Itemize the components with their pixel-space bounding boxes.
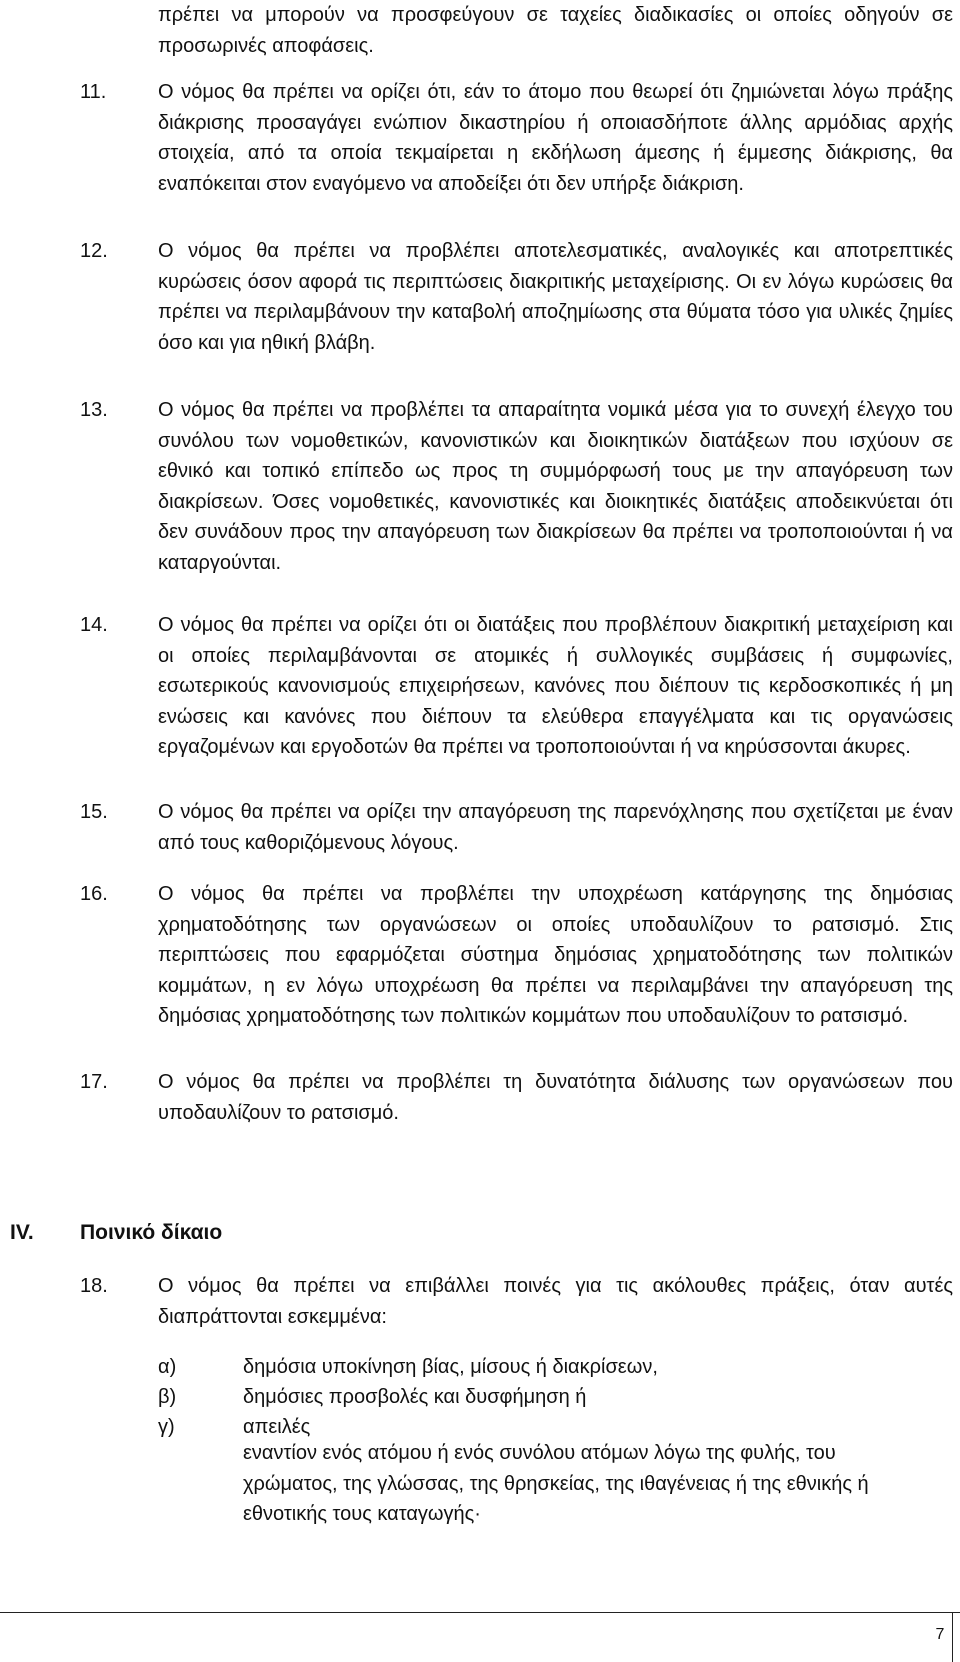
paragraph-number: 13. xyxy=(80,399,108,421)
paragraph-number: 11. xyxy=(80,81,107,103)
paragraph-number: 16. xyxy=(80,883,108,905)
list-item-label: α) xyxy=(158,1356,177,1378)
paragraph-text: Ο νόμος θα πρέπει να ορίζει ότι οι διατάξεις που προβλέπουν διακριτική μεταχείριση και οι οποίες περιλαμβάνονται σε ατομικές ή συλλογικές συμβάσεις ή συμφωνίες, εσωτερικούς κανονισμούς επιχειρήσεων, κανόνες που διέπουν τις κερδοσκοπικές ή μη ενώσεις και κανόνες που διέπουν τα ελεύθερα επαγγέλματα και τις οργανώσεις εργαζομένων και εργοδοτών θα πρέπει να τροποποιούνται ή να κηρύσσονται άκυρες. xyxy=(158,614,953,759)
paragraph-text: πρέπει να μπορούν να προσφεύγουν σε ταχείες διαδικασίες οι οποίες οδηγούν σε προσωρινές αποφάσεις. xyxy=(158,4,953,57)
list-item-label: γ) xyxy=(158,1416,175,1438)
list-item-label: β) xyxy=(158,1386,177,1408)
list-item-text: απειλές xyxy=(243,1416,311,1438)
list-item xyxy=(158,1352,898,1382)
section-title: Ποινικό δίκαιο xyxy=(80,1221,223,1244)
paragraph-text: Ο νόμος θα πρέπει να προβλέπει τα απαραίτητα νομικά μέσα για το συνεχή έλεγχο του συνόλου των νομοθετικών, κανονιστικών και διοικητικών διατάξεων που ισχύουν σε εθνικό και τοπικό επίπεδο ως προς τη συμμόρφωσή τους με την απαγόρευση των διακρίσεων. Όσες νομοθετικές, κανονιστικές και διοικητικές διατάξεις αποδεικνύεται ότι δεν συνάδουν προς την απαγόρευση των διακρίσεων θα πρέπει να τροποποιούνται ή να καταργούνται. xyxy=(158,399,953,574)
paragraph-number: 18. xyxy=(80,1275,108,1297)
list-item-text: δημόσιες προσβολές και δυσφήμηση ή xyxy=(243,1386,587,1408)
paragraph-number: 14. xyxy=(80,614,108,636)
paragraph-text: Ο νόμος θα πρέπει να προβλέπει αποτελεσματικές, αναλογικές και αποτρεπτικές κυρώσεις όσον αφορά τις περιπτώσεις διακριτικής μεταχείρισης. Οι εν λόγω κυρώσεις θα πρέπει να περιλαμβάνουν την καταβολή αποζημίωσης στα θύματα τόσο για υλικές ζημίες όσο και για ηθική βλάβη. xyxy=(158,240,953,354)
list-item xyxy=(158,1382,898,1412)
offence-list xyxy=(158,1352,898,1442)
paragraph-text: Ο νόμος θα πρέπει να επιβάλλει ποινές για τις ακόλουθες πράξεις, όταν αυτές διαπράττονται εσκεμμένα: xyxy=(158,1275,953,1328)
page-number: 7 xyxy=(935,1626,945,1643)
footer-vertical-rule xyxy=(952,1612,953,1662)
paragraph-number: 15. xyxy=(80,801,108,823)
section-number: IV. xyxy=(10,1221,34,1244)
paragraph-text: Ο νόμος θα πρέπει να προβλέπει τη δυνατότητα διάλυσης των οργανώσεων που υποδαυλίζουν το ρατσισμό. xyxy=(158,1071,953,1124)
paragraph-number: 17. xyxy=(80,1071,108,1093)
footer-rule xyxy=(0,1612,960,1613)
list-item-text: δημόσια υποκίνηση βίας, μίσους ή διακρίσεων, xyxy=(243,1356,658,1378)
paragraph-text: Ο νόμος θα πρέπει να ορίζει ότι, εάν το άτομο που θεωρεί ότι ζημιώνεται λόγω πράξης διάκρισης προσαγάγει ενώπιον δικαστηρίου ή οποιασδήποτε άλλης αρμόδιας αρχής στοιχεία, από τα οποία τεκμαίρεται η εκδήλωση άμεσης ή έμμεσης διάκρισης, θα εναπόκειται στον εναγόμενο να αποδείξει ότι δεν υπήρξε διάκριση. xyxy=(158,81,953,195)
paragraph-text: Ο νόμος θα πρέπει να ορίζει την απαγόρευση της παρενόχλησης που σχετίζεται με έναν από τους καθοριζόμενους λόγους. xyxy=(158,801,953,854)
list-tail-text: εναντίον ενός ατόμου ή ενός συνόλου ατόμων λόγω της φυλής, του χρώματος, της γλώσσας, της θρησκείας, της ιθαγένειας ή της εθνικής ή εθνοτικής τους καταγωγής· xyxy=(243,1442,869,1526)
paragraph-text: Ο νόμος θα πρέπει να προβλέπει την υποχρέωση κατάργησης της δημόσιας χρηματοδότησης των οργανώσεων οι οποίες υποδαυλίζουν το ρατσισμό. Στις περιπτώσεις που εφαρμόζεται σύστημα δημόσιας χρηματοδότησης των πολιτικών κομμάτων, η εν λόγω υποχρέωση θα πρέπει να περιλαμβάνει την απαγόρευση της δημόσιας χρηματοδότησης των πολιτικών κομμάτων που υποδαυλίζουν το ρατσισμό. xyxy=(158,883,953,1028)
paragraph-number: 12. xyxy=(80,240,108,262)
